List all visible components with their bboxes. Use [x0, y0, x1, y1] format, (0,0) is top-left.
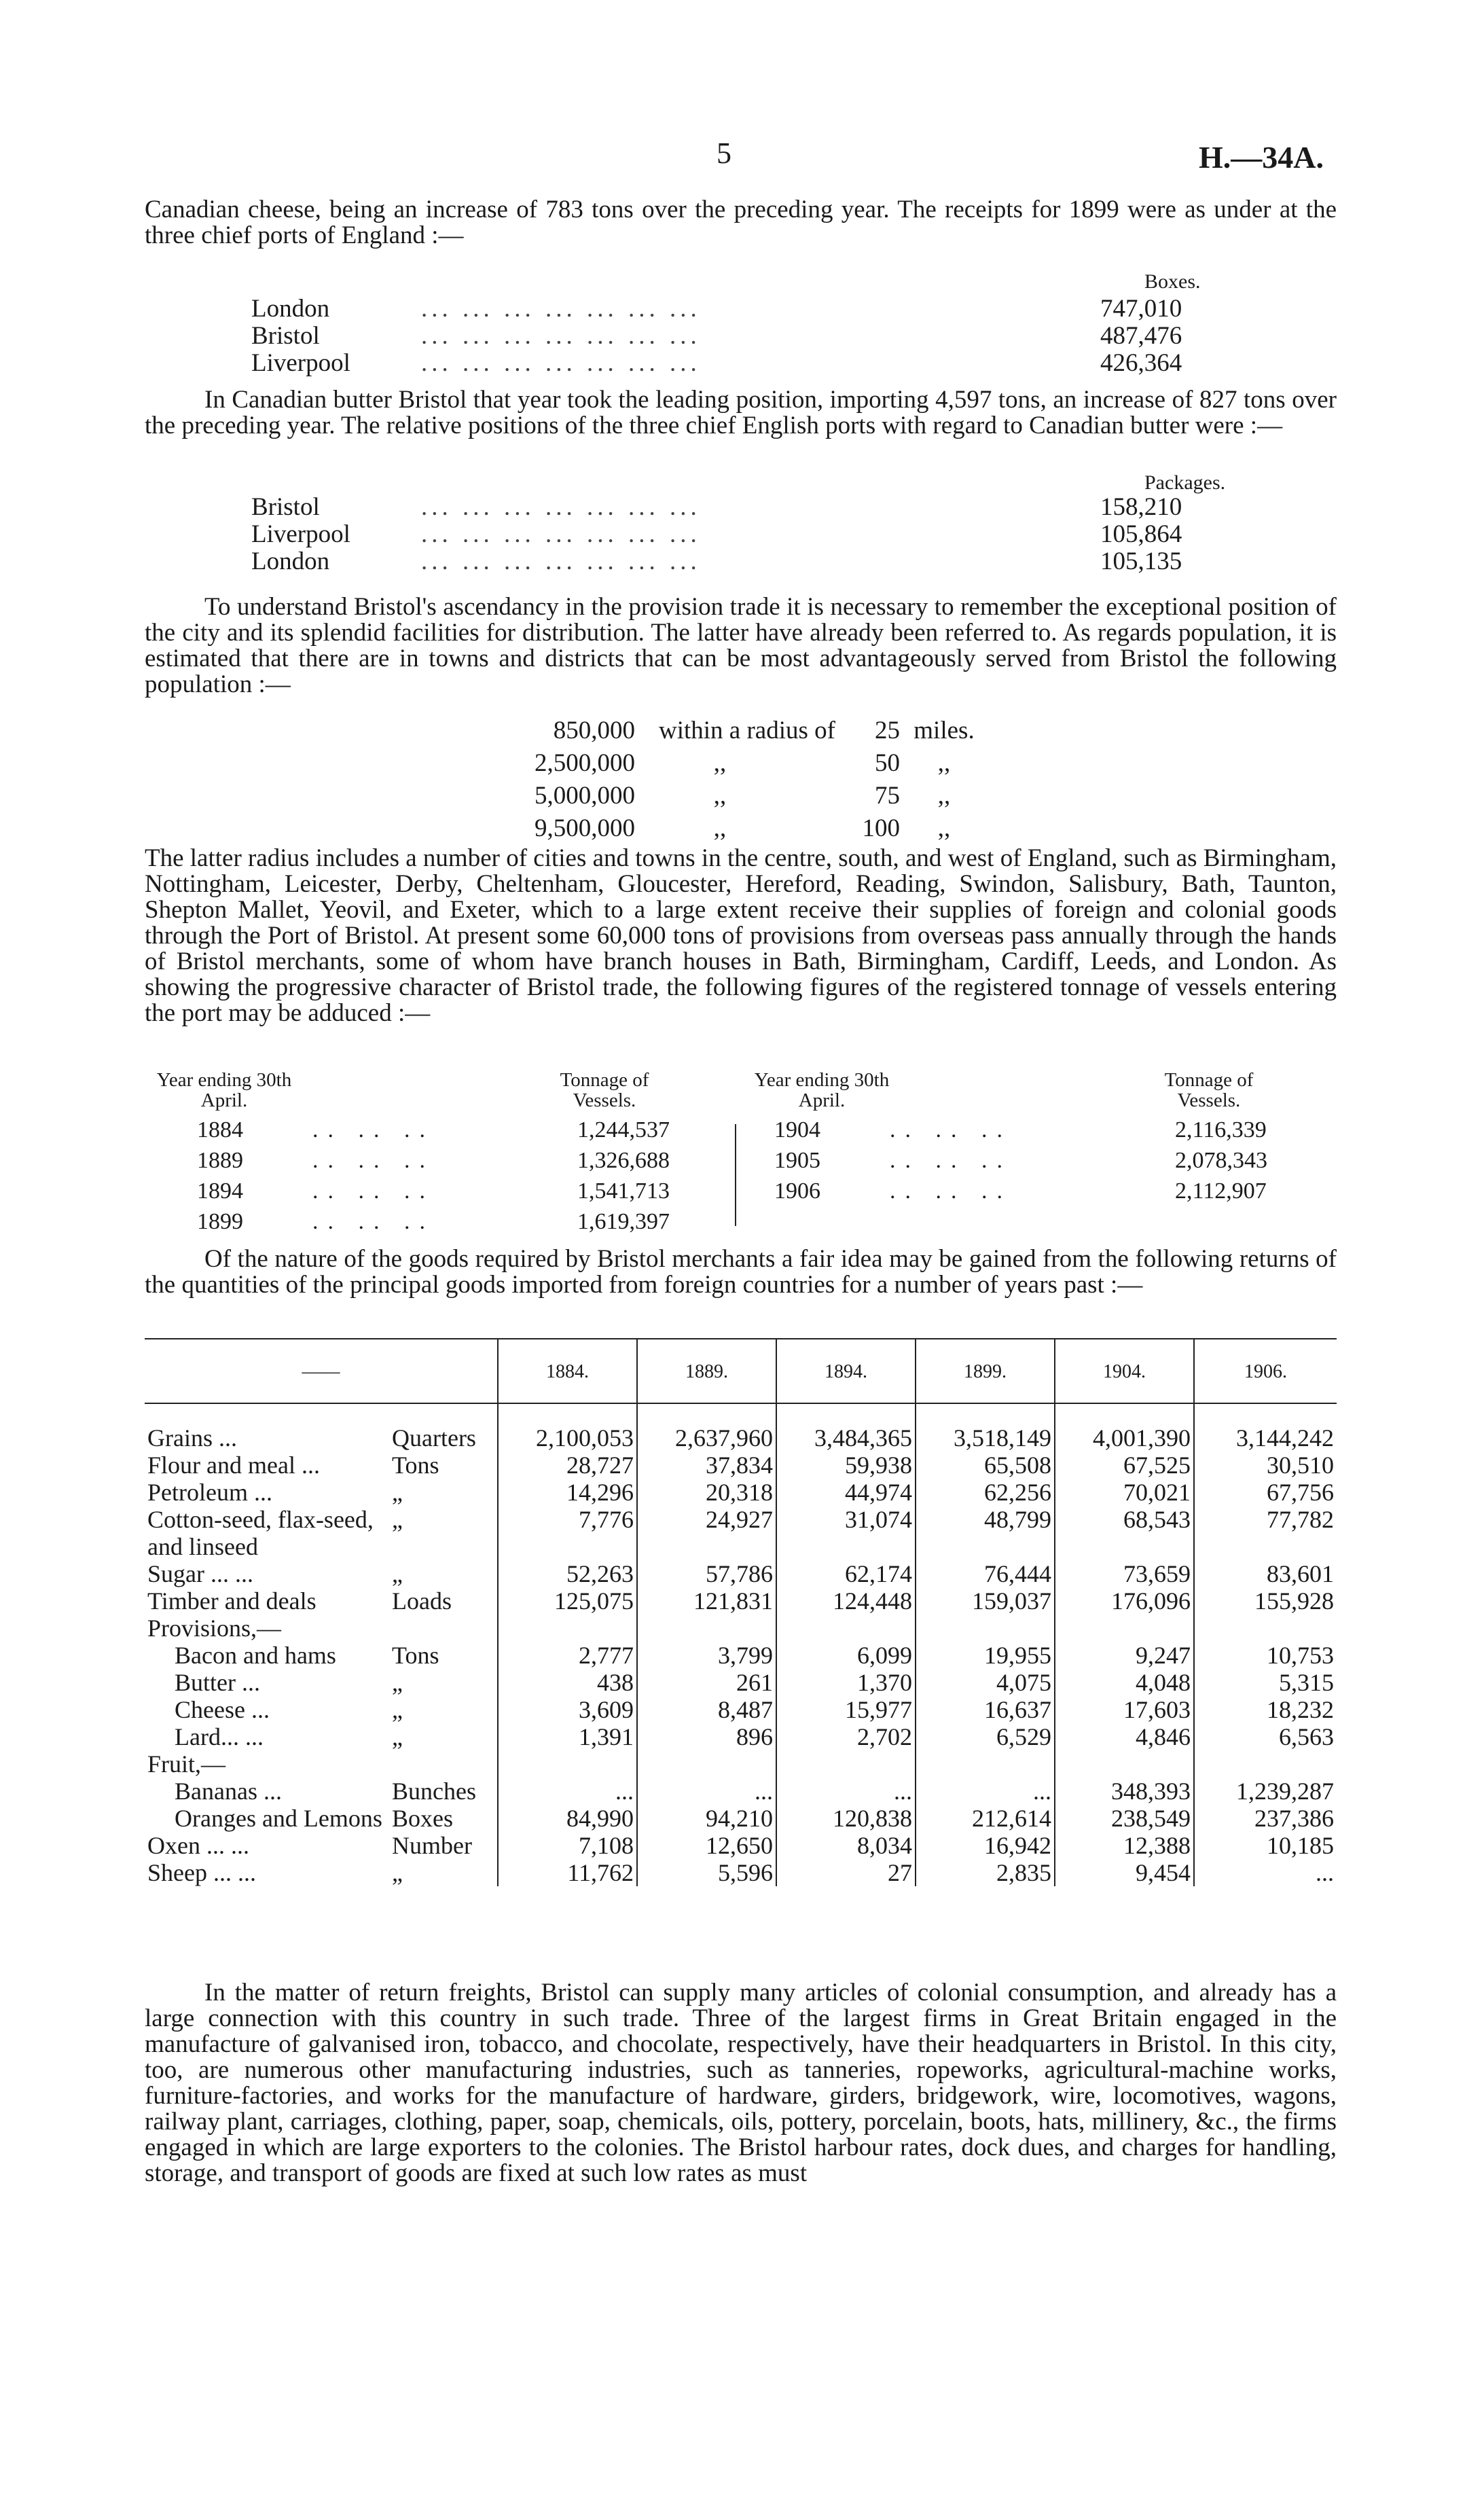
value-cell: 28,727	[498, 1452, 637, 1479]
value-cell: 12,650	[637, 1832, 776, 1859]
value-cell: 261	[637, 1669, 776, 1696]
unit-cell: Tons	[389, 1642, 498, 1669]
unit-cell: „	[389, 1859, 498, 1886]
value-cell: 73,659	[1055, 1560, 1194, 1587]
value-cell: 6,529	[916, 1723, 1055, 1750]
value-cell: ...	[776, 1778, 916, 1805]
value-cell: 4,048	[1055, 1669, 1194, 1696]
value-cell	[776, 1750, 916, 1778]
year-header: 1899.	[916, 1339, 1055, 1404]
unit-cell: „	[389, 1669, 498, 1696]
value-cell: 6,563	[1279, 1723, 1334, 1750]
value-cell: 76,444	[916, 1560, 1055, 1587]
value-cell: 8,487	[637, 1696, 776, 1723]
page-reference: H.—34A.	[1199, 140, 1324, 175]
item-cell: Oxen ... ...	[147, 1832, 249, 1859]
value-cell	[1194, 1750, 1337, 1778]
table-row	[145, 1642, 1337, 1669]
paragraph-cheese: Canadian cheese, being an increase of 783 tons over the preceding year. The receipts for 1899 were as under at the three chief ports of England :—	[145, 196, 1337, 249]
value-cell	[1055, 1615, 1194, 1642]
list-row: London ... ... ... ... ... ... ... 747,010	[251, 295, 1182, 323]
value-cell: 4,075	[916, 1669, 1055, 1696]
item-cell: Oranges and Lemons	[175, 1805, 382, 1832]
tonnage-row: 1884 .. .. .. 1,244,537	[197, 1117, 670, 1142]
item-cell: Butter ...	[175, 1669, 260, 1696]
value-cell: 62,174	[776, 1560, 916, 1587]
value-cell: 3,484,365	[776, 1424, 916, 1452]
value-cell: 238,549	[1055, 1805, 1194, 1832]
item-cell: Sheep ... ...	[147, 1859, 256, 1886]
value-cell: 20,318	[637, 1479, 776, 1506]
value-cell: 59,938	[776, 1452, 916, 1479]
value-cell: 176,096	[1055, 1587, 1194, 1615]
value-cell	[637, 1750, 776, 1778]
tonnage-year-header: Year ending 30th April.	[156, 1069, 292, 1111]
value-cell: 44,974	[776, 1479, 916, 1506]
value-cell: 438	[498, 1669, 637, 1696]
unit-cell	[389, 1750, 498, 1778]
table-row	[145, 1452, 1337, 1479]
value-cell: 10,753	[1267, 1642, 1334, 1669]
value-cell: 27	[776, 1859, 916, 1886]
value-cell	[1055, 1750, 1194, 1778]
unit-cell: „	[389, 1506, 498, 1560]
value-cell: 5,596	[637, 1859, 776, 1886]
tonnage-row: 1899 .. .. .. 1,619,397	[197, 1209, 670, 1234]
value-cell: 121,831	[637, 1587, 776, 1615]
value-cell: 57,786	[637, 1560, 776, 1587]
year-header: 1889.	[637, 1339, 776, 1404]
cheese-list	[251, 270, 1209, 377]
value-cell: 2,100,053	[498, 1424, 637, 1452]
unit-cell: „	[389, 1723, 498, 1750]
item-cell: Bacon and hams	[175, 1642, 336, 1669]
value-cell: 83,601	[1267, 1560, 1334, 1587]
value-cell	[498, 1750, 637, 1778]
year-header: 1894.	[776, 1339, 916, 1404]
value-cell: 4,846	[1055, 1723, 1194, 1750]
value-cell	[498, 1615, 637, 1642]
unit-cell: Loads	[389, 1587, 498, 1615]
tonnage-row: 1906 .. .. .. 2,112,907	[774, 1178, 1267, 1204]
value-cell	[776, 1615, 916, 1642]
value-cell: 159,037	[916, 1587, 1055, 1615]
year-header: 1884.	[498, 1339, 637, 1404]
value-cell: 4,001,390	[1055, 1424, 1194, 1452]
population-row: 2,500,000 ,, 50 ,,	[535, 749, 951, 777]
tonnage-divider	[735, 1124, 736, 1226]
value-cell: 84,990	[498, 1805, 637, 1832]
list-row: Liverpool ... ... ... ... ... ... ... 105,864	[251, 520, 1182, 548]
value-cell: 8,034	[776, 1832, 916, 1859]
unit-cell: Quarters	[389, 1424, 498, 1452]
value-cell: 70,021	[1055, 1479, 1194, 1506]
value-cell: 6,099	[776, 1642, 916, 1669]
tonnage-row: 1904 .. .. .. 2,116,339	[774, 1117, 1267, 1142]
list-row: Liverpool ... ... ... ... ... ... ... 426,364	[251, 349, 1182, 377]
list-row: Bristol ... ... ... ... ... ... ... 158,210	[251, 493, 1182, 521]
item-cell: Cotton-seed, flax-seed, and linseed	[147, 1506, 374, 1560]
value-cell: 11,762	[498, 1859, 637, 1886]
value-cell: 124,448	[776, 1587, 916, 1615]
value-cell	[1194, 1615, 1337, 1642]
value-cell: 120,838	[776, 1805, 916, 1832]
value-cell: 52,263	[498, 1560, 637, 1587]
tonnage-table-right: Year ending 30th April. Tonnage of Vessels. 1904 .. .. .. 2,116,339 1905 .. .. .. 2,078,343 1906 .. .. .. 2,112,907	[754, 1070, 1311, 1209]
value-cell: 30,510	[1267, 1452, 1334, 1479]
table-header-row	[145, 1339, 1337, 1404]
table-row	[145, 1750, 1337, 1778]
cheese-unit-header: Boxes.	[1144, 270, 1201, 293]
tonnage-row: 1889 .. .. .. 1,326,688	[197, 1148, 670, 1173]
value-cell: 125,075	[498, 1587, 637, 1615]
unit-cell: Boxes	[389, 1805, 498, 1832]
table-row	[145, 1778, 1337, 1805]
paragraph-population: To understand Bristol's ascendancy in the provision trade it is necessary to remember the exceptional position of the city and its splendid facilities for distribution. The latter have already been referred to. As regards population, it is estimated that there are in towns and districts that can be most advantageously served from Bristol the following population :—	[145, 593, 1337, 698]
tonnage-row: 1894 .. .. .. 1,541,713	[197, 1178, 670, 1204]
unit-cell: „	[389, 1479, 498, 1506]
value-cell: 9,454	[1055, 1859, 1194, 1886]
tonnage-table-left	[156, 1070, 713, 1240]
table-row	[145, 1669, 1337, 1696]
value-cell: 9,247	[1055, 1642, 1194, 1669]
unit-cell: Tons	[389, 1452, 498, 1479]
unit-cell	[389, 1615, 498, 1642]
item-cell: Fruit,—	[147, 1750, 226, 1778]
value-cell: 62,256	[916, 1479, 1055, 1506]
value-cell: 212,614	[916, 1805, 1055, 1832]
value-cell: 94,210	[637, 1805, 776, 1832]
value-cell: 2,637,960	[637, 1424, 776, 1452]
unit-cell: Number	[389, 1832, 498, 1859]
value-cell: 15,977	[776, 1696, 916, 1723]
item-cell: Grains ...	[147, 1424, 237, 1452]
value-cell: 24,927	[637, 1506, 776, 1560]
value-cell: 65,508	[916, 1452, 1055, 1479]
value-cell: ...	[498, 1778, 637, 1805]
value-cell: 1,239,287	[1236, 1778, 1334, 1805]
item-cell: Lard... ...	[175, 1723, 264, 1750]
table-row	[145, 1615, 1337, 1642]
value-cell: 3,609	[498, 1696, 637, 1723]
tonnage-vessels-header: Tonnage of Vessels.	[560, 1069, 649, 1111]
value-cell: 7,108	[498, 1832, 637, 1859]
item-cell: Timber and deals	[147, 1587, 316, 1615]
value-cell: 7,776	[498, 1506, 637, 1560]
value-cell: 19,955	[916, 1642, 1055, 1669]
unit-cell: „	[389, 1560, 498, 1587]
value-cell: 18,232	[1267, 1696, 1334, 1723]
page-number: 5	[717, 137, 731, 170]
unit-cell: „	[389, 1696, 498, 1723]
item-cell: Cheese ...	[175, 1696, 270, 1723]
item-cell: Sugar ... ...	[147, 1560, 253, 1587]
value-cell: 1,391	[498, 1723, 637, 1750]
value-cell: ...	[916, 1778, 1055, 1805]
unit-cell: Bunches	[389, 1778, 498, 1805]
value-cell: 17,603	[1055, 1696, 1194, 1723]
value-cell: 3,144,242	[1236, 1424, 1334, 1452]
value-cell: 2,835	[916, 1859, 1055, 1886]
butter-unit-header: Packages.	[1144, 471, 1226, 494]
value-cell: 16,942	[916, 1832, 1055, 1859]
table-row	[145, 1479, 1337, 1506]
table-row	[145, 1723, 1337, 1750]
table-row	[145, 1587, 1337, 1615]
value-cell: 12,388	[1055, 1832, 1194, 1859]
paragraph-towns: The latter radius includes a number of cities and towns in the centre, south, and west of England, such as Birmingham, Nottingham, Leicester, Derby, Cheltenham, Gloucester, Hereford, Reading, Swindon, Salisbury, Bath, Taunton, Shepton Mallet, Yeovil, and Exeter, which to a large extent receive their supplies of foreign and colonial goods through the Port of Bristol. At present some 60,000 tons of provisions from overseas pass annually through the hands of Bristol merchants, some of whom have branch houses in Bath, Birmingham, Cardiff, Leeds, and London. As showing the progressive character of Bristol trade, the following figures of the registered tonnage of vessels entering the port may be adduced :—	[145, 844, 1337, 1027]
table-row	[145, 1805, 1337, 1832]
table-row	[145, 1696, 1337, 1723]
value-cell	[916, 1615, 1055, 1642]
value-cell: 68,543	[1055, 1506, 1194, 1560]
value-cell: 14,296	[498, 1479, 637, 1506]
paragraph-goods: Of the nature of the goods required by Bristol merchants a fair idea may be gained from the following returns of the quantities of the principal goods imported from foreign countries for a number of years past :—	[145, 1245, 1337, 1299]
list-row: London ... ... ... ... ... ... ... 105,135	[251, 547, 1182, 575]
value-cell: 348,393	[1055, 1778, 1194, 1805]
table-row	[145, 1424, 1337, 1452]
item-cell: Flour and meal ...	[147, 1452, 320, 1479]
item-cell: Provisions,—	[147, 1615, 282, 1642]
value-cell: 37,834	[637, 1452, 776, 1479]
year-header: 1904.	[1055, 1339, 1194, 1404]
value-cell	[916, 1750, 1055, 1778]
table-row	[145, 1859, 1337, 1886]
value-cell: 10,185	[1267, 1832, 1334, 1859]
item-cell: Bananas ...	[175, 1778, 282, 1805]
value-cell: 48,799	[916, 1506, 1055, 1560]
population-row: 9,500,000 ,, 100 ,,	[535, 814, 951, 842]
value-cell: 16,637	[916, 1696, 1055, 1723]
tonnage-row: 1905 .. .. .. 2,078,343	[774, 1148, 1267, 1173]
table-row	[145, 1560, 1337, 1587]
value-cell: 5,315	[1279, 1669, 1334, 1696]
value-cell: ...	[637, 1778, 776, 1805]
value-cell: 2,702	[776, 1723, 916, 1750]
value-cell: 155,928	[1254, 1587, 1334, 1615]
item-cell: Petroleum ...	[147, 1479, 272, 1506]
value-cell: 31,074	[776, 1506, 916, 1560]
value-cell: 77,782	[1267, 1506, 1334, 1533]
value-cell	[637, 1615, 776, 1642]
list-row: Bristol ... ... ... ... ... ... ... 487,476	[251, 322, 1182, 350]
table-corner: ——	[145, 1339, 498, 1404]
year-header: 1906.	[1244, 1361, 1287, 1382]
table-row	[145, 1506, 1337, 1560]
butter-list	[251, 471, 1226, 575]
value-cell: 67,525	[1055, 1452, 1194, 1479]
value-cell: 67,756	[1267, 1479, 1334, 1506]
imports-table	[145, 1339, 1337, 1886]
value-cell: ...	[1316, 1859, 1334, 1886]
value-cell: 896	[637, 1723, 776, 1750]
paragraph-freights: In the matter of return freights, Bristol can supply many articles of colonial consumption, and already has a large connection with this country in such trade. Three of the largest firms in Great Britain engaged in the manufacture of galvanised iron, tobacco, and chocolate, respectively, have their headquarters in Bristol. In this city, too, are numerous other manufacturing industries, such as tanneries, ropeworks, agricultural-machine works, furniture-factories, and works for the manufacture of hardware, girders, bridgework, wire, locomotives, wagons, railway plant, carriages, clothing, paper, soap, chemicals, oils, pottery, porcelain, boots, hats, millinery, &c., the firms engaged in which are large exporters to the colonies. The Bristol harbour rates, dock dues, and charges for handling, storage, and transport of goods are fixed at such low rates as must	[145, 1979, 1337, 2187]
value-cell: 3,799	[637, 1642, 776, 1669]
population-row: 5,000,000 ,, 75 ,,	[535, 782, 951, 810]
value-cell: 2,777	[498, 1642, 637, 1669]
table-row	[145, 1832, 1337, 1859]
population-list	[499, 717, 988, 847]
value-cell: 3,518,149	[916, 1424, 1055, 1452]
value-cell: 237,386	[1254, 1805, 1334, 1832]
population-row: 850,000 within a radius of 25 miles.	[553, 717, 975, 744]
value-cell: 1,370	[776, 1669, 916, 1696]
paragraph-butter: In Canadian butter Bristol that year took the leading position, importing 4,597 tons, an increase of 827 tons over the preceding year. The relative positions of the three chief English ports with regard to Canadian butter were :—	[145, 386, 1337, 439]
